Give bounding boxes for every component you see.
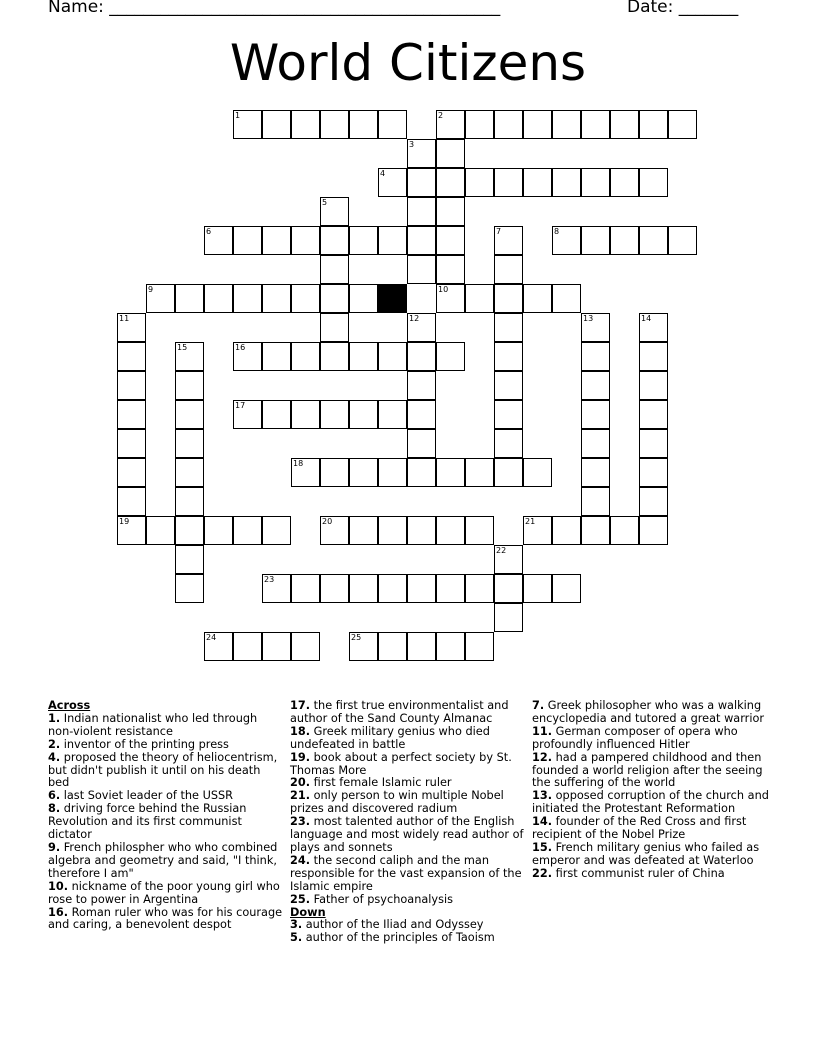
grid-cell[interactable] (407, 458, 436, 487)
grid-cell[interactable] (465, 516, 494, 545)
clue-number-24: 24 (206, 633, 217, 642)
grid-cell[interactable] (378, 400, 407, 429)
clue-across-18: 18. Greek military genius who died undefeated in battle (290, 724, 490, 751)
clue-number-17: 17 (235, 401, 246, 410)
grid-cell[interactable] (436, 139, 465, 168)
grid-cell[interactable] (378, 632, 407, 661)
clue-down-22: 22. first communist ruler of China (532, 866, 725, 880)
grid-cell[interactable] (494, 603, 523, 632)
grid-cell[interactable] (378, 226, 407, 255)
grid-cell[interactable] (465, 632, 494, 661)
grid-cell[interactable] (291, 284, 320, 313)
grid-cell[interactable] (494, 110, 523, 139)
grid-cell[interactable] (117, 487, 146, 516)
grid-cell[interactable] (436, 516, 465, 545)
grid-cell[interactable] (494, 458, 523, 487)
grid-cell[interactable] (668, 226, 697, 255)
grid-cell[interactable] (639, 429, 668, 458)
grid-cell[interactable] (581, 400, 610, 429)
grid-cell[interactable] (320, 313, 349, 342)
grid-cell[interactable] (262, 632, 291, 661)
grid-cell[interactable] (349, 516, 378, 545)
grid-cell[interactable] (378, 574, 407, 603)
grid-cell[interactable] (378, 110, 407, 139)
clue-across-25: 25. Father of psychoanalysis (290, 892, 454, 906)
grid-cell[interactable] (610, 168, 639, 197)
clue-across-1: 1. Indian nationalist who led through non-violent resistance (48, 711, 258, 738)
down-heading: Down (290, 905, 326, 919)
grid-cell[interactable] (523, 168, 552, 197)
grid-cell[interactable] (610, 110, 639, 139)
grid-cell[interactable] (465, 574, 494, 603)
page-title: World Citizens (229, 34, 587, 92)
clue-number-10: 10 (438, 285, 449, 294)
grid-cell[interactable] (378, 458, 407, 487)
clue-number-7: 7 (496, 227, 502, 236)
clue-down-11: 11. German composer of opera who profoundly influenced Hitler (532, 724, 738, 751)
clue-down-13: 13. opposed corruption of the church and initiated the Protestant Reformation (532, 789, 769, 816)
grid-cell[interactable] (175, 429, 204, 458)
clue-number-18: 18 (293, 459, 304, 468)
grid-cell[interactable] (320, 574, 349, 603)
clue-column-2 (290, 700, 526, 945)
grid-cell[interactable] (639, 371, 668, 400)
grid-cell[interactable] (552, 574, 581, 603)
grid-cell[interactable] (320, 110, 349, 139)
grid-cell[interactable] (581, 487, 610, 516)
grid-cell[interactable] (291, 632, 320, 661)
grid-cell[interactable] (523, 110, 552, 139)
grid-cell[interactable] (465, 110, 494, 139)
clue-number-1: 1 (235, 111, 241, 120)
grid-cell[interactable] (552, 168, 581, 197)
name-field-line: Name: ______________________________________________ (48, 0, 501, 17)
grid-cell[interactable] (581, 371, 610, 400)
clue-across-21: 21. only person to win multiple Nobel prizes and discovered radium (290, 789, 504, 816)
clue-number-6: 6 (206, 227, 212, 236)
grid-cell[interactable] (581, 226, 610, 255)
grid-cell[interactable] (552, 284, 581, 313)
grid-cell[interactable] (639, 487, 668, 516)
grid-cell[interactable] (436, 197, 465, 226)
grid-cell[interactable] (233, 632, 262, 661)
grid-cell[interactable] (494, 429, 523, 458)
grid-cell[interactable] (494, 168, 523, 197)
grid-cell[interactable] (639, 110, 668, 139)
clue-across-20: 20. first female Islamic ruler (290, 776, 452, 790)
date-field-line: Date: _______ (627, 0, 739, 17)
grid-cell[interactable] (349, 458, 378, 487)
grid-cell[interactable] (581, 429, 610, 458)
grid-cell[interactable] (262, 284, 291, 313)
clue-across-19: 19. book about a perfect society by St. Thomas More (290, 750, 512, 777)
clue-across-16: 16. Roman ruler who was for his courage and caring, a benevolent despot (48, 905, 283, 932)
grid-cell[interactable] (494, 342, 523, 371)
grid-cell[interactable] (320, 255, 349, 284)
black-square (378, 284, 407, 313)
grid-cell[interactable] (552, 110, 581, 139)
grid-cell[interactable] (610, 516, 639, 545)
grid-cell[interactable] (233, 516, 262, 545)
grid-cell[interactable] (407, 632, 436, 661)
grid-cell[interactable] (117, 429, 146, 458)
clue-across-10: 10. nickname of the poor young girl who rose to power in Argentina (48, 879, 280, 906)
grid-cell[interactable] (320, 226, 349, 255)
grid-cell[interactable] (407, 429, 436, 458)
grid-cell[interactable] (668, 110, 697, 139)
clue-across-9: 9. French philospher who who combined algebra and geometry and said, "I think, therefore I am" (48, 840, 278, 880)
grid-cell[interactable] (581, 516, 610, 545)
grid-cell[interactable] (639, 342, 668, 371)
grid-cell[interactable] (639, 226, 668, 255)
grid-cell[interactable] (494, 284, 523, 313)
clue-number-4: 4 (380, 169, 386, 178)
grid-cell[interactable] (291, 574, 320, 603)
grid-cell[interactable] (407, 371, 436, 400)
grid-cell[interactable] (581, 168, 610, 197)
grid-cell[interactable] (494, 400, 523, 429)
clue-number-3: 3 (409, 140, 415, 149)
clue-number-19: 19 (119, 517, 130, 526)
grid-cell[interactable] (407, 255, 436, 284)
grid-cell[interactable] (291, 110, 320, 139)
grid-cell[interactable] (436, 574, 465, 603)
grid-cell[interactable] (436, 632, 465, 661)
clue-across-2: 2. inventor of the printing press (48, 737, 229, 751)
grid-cell[interactable] (494, 574, 523, 603)
grid-cell[interactable] (291, 400, 320, 429)
grid-cell[interactable] (291, 226, 320, 255)
grid-cell[interactable] (581, 458, 610, 487)
grid-cell[interactable] (117, 458, 146, 487)
clue-column-3 (532, 700, 772, 881)
clue-number-20: 20 (322, 517, 333, 526)
clue-across-24: 24. the second caliph and the man responsible for the vast expansion of the Islamic empire (290, 853, 522, 893)
clue-across-4: 4. proposed the theory of heliocentrism, but didn't publish it until on his death bed (48, 750, 278, 790)
grid-cell[interactable] (204, 284, 233, 313)
clue-number-12: 12 (409, 314, 420, 323)
across-heading: Across (48, 699, 91, 712)
grid-cell[interactable] (262, 400, 291, 429)
grid-cell[interactable] (349, 110, 378, 139)
grid-cell[interactable] (436, 342, 465, 371)
clue-down-5: 5. author of the principles of Taoism (290, 931, 495, 945)
clue-down-14: 14. founder of the Red Cross and first recipient of the Nobel Prize (532, 815, 747, 842)
clue-number-22: 22 (496, 546, 507, 555)
grid-cell[interactable] (465, 284, 494, 313)
grid-cell[interactable] (407, 574, 436, 603)
grid-cell[interactable] (407, 168, 436, 197)
grid-cell[interactable] (175, 516, 204, 545)
clue-column-1 (48, 700, 284, 932)
clue-number-23: 23 (264, 575, 275, 584)
grid-cell[interactable] (175, 371, 204, 400)
grid-cell[interactable] (146, 516, 175, 545)
grid-cell[interactable] (349, 284, 378, 313)
grid-cell[interactable] (262, 110, 291, 139)
grid-cell[interactable] (436, 255, 465, 284)
clue-down-15: 15. French military genius who failed as emperor and was defeated at Waterloo (532, 840, 760, 867)
grid-cell[interactable] (262, 516, 291, 545)
grid-cell[interactable] (378, 516, 407, 545)
grid-cell[interactable] (349, 574, 378, 603)
grid-cell[interactable] (320, 342, 349, 371)
grid-cell[interactable] (175, 545, 204, 574)
grid-cell[interactable] (262, 226, 291, 255)
grid-cell[interactable] (494, 255, 523, 284)
grid-cell[interactable] (465, 168, 494, 197)
grid-cell[interactable] (581, 110, 610, 139)
grid-cell[interactable] (407, 342, 436, 371)
grid-cell[interactable] (494, 371, 523, 400)
grid-cell[interactable] (407, 226, 436, 255)
clue-across-8: 8. driving force behind the Russian Revolution and its first communist dictator (48, 802, 247, 842)
grid-cell[interactable] (494, 313, 523, 342)
clue-across-23: 23. most talented author of the English language and most widely read author of plays and sonnets (290, 815, 524, 854)
clue-number-14: 14 (641, 314, 652, 323)
grid-cell[interactable] (117, 371, 146, 400)
grid-cell[interactable] (436, 168, 465, 197)
grid-cell[interactable] (407, 516, 436, 545)
grid-cell[interactable] (175, 487, 204, 516)
clue-across-17: 17. the first true environmentalist and author of the Sand County Almanac (290, 699, 509, 725)
grid-cell[interactable] (291, 342, 320, 371)
grid-cell[interactable] (378, 342, 407, 371)
grid-cell[interactable] (320, 400, 349, 429)
grid-cell[interactable] (610, 226, 639, 255)
grid-cell[interactable] (639, 516, 668, 545)
grid-cell[interactable] (233, 226, 262, 255)
grid-cell[interactable] (262, 342, 291, 371)
clue-number-9: 9 (148, 285, 154, 294)
grid-cell[interactable] (175, 574, 204, 603)
clue-number-13: 13 (583, 314, 594, 323)
clue-number-16: 16 (235, 343, 246, 352)
grid-cell[interactable] (407, 400, 436, 429)
grid-cell[interactable] (523, 458, 552, 487)
grid-cell[interactable] (233, 284, 262, 313)
clue-number-11: 11 (119, 314, 130, 323)
grid-cell[interactable] (349, 226, 378, 255)
grid-cell[interactable] (523, 284, 552, 313)
grid-cell[interactable] (175, 400, 204, 429)
clue-number-2: 2 (438, 111, 444, 120)
clue-number-15: 15 (177, 343, 188, 352)
grid-cell[interactable] (175, 458, 204, 487)
grid-cell[interactable] (552, 516, 581, 545)
clue-number-8: 8 (554, 227, 560, 236)
clue-down-3: 3. author of the Iliad and Odyssey (290, 918, 484, 932)
clue-across-6: 6. last Soviet leader of the USSR (48, 789, 234, 803)
grid-cell[interactable] (639, 458, 668, 487)
grid-cell[interactable] (407, 197, 436, 226)
grid-cell[interactable] (465, 458, 494, 487)
grid-cell[interactable] (204, 516, 233, 545)
grid-cell[interactable] (117, 342, 146, 371)
grid-cell[interactable] (639, 400, 668, 429)
grid-cell[interactable] (639, 168, 668, 197)
grid-cell[interactable] (581, 342, 610, 371)
clue-number-21: 21 (525, 517, 536, 526)
clue-down-7: 7. Greek philosopher who was a walking encyclopedia and tutored a great warrior (532, 699, 765, 725)
grid-cell[interactable] (175, 284, 204, 313)
grid-cell[interactable] (320, 284, 349, 313)
clue-down-12: 12. had a pampered childhood and then founded a world religion after the seeing the suffering of the world (532, 750, 763, 790)
grid-cell[interactable] (349, 400, 378, 429)
grid-cell[interactable] (117, 400, 146, 429)
grid-cell[interactable] (436, 458, 465, 487)
grid-cell[interactable] (349, 342, 378, 371)
clue-number-5: 5 (322, 198, 328, 207)
grid-cell[interactable] (320, 458, 349, 487)
clue-number-25: 25 (351, 633, 362, 642)
grid-cell[interactable] (436, 226, 465, 255)
grid-cell[interactable] (523, 574, 552, 603)
